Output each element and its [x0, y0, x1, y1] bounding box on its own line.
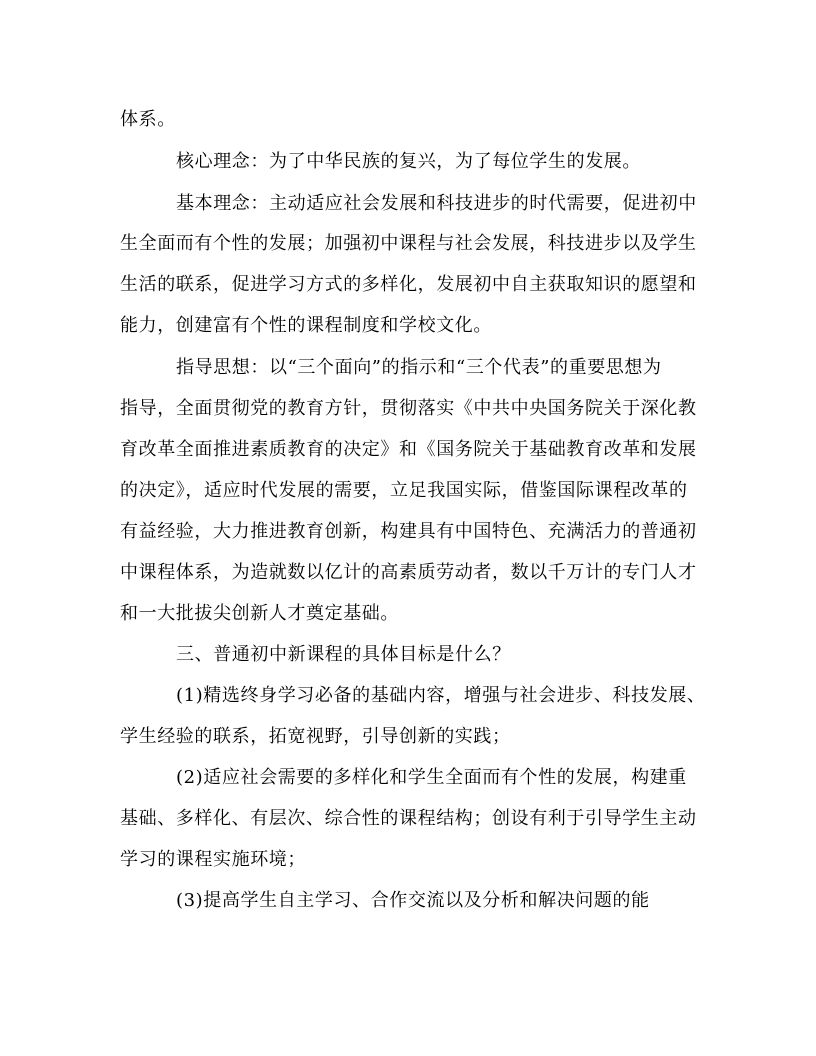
text-line: 育改革全面推进素质教育的决定》和《国务院关于基础教育改革和发展: [120, 439, 697, 460]
text-line: 学习的课程实施环境；: [120, 849, 306, 870]
text-line: 基础、多样化、有层次、综合性的课程结构；创设有利于引导学生主动: [120, 808, 697, 829]
text-line: 生全面而有个性的发展；加强初中课程与社会发展，科技进步以及学生: [120, 233, 697, 254]
text-line: 核心理念：为了中华民族的复兴，为了每位学生的发展。: [176, 151, 641, 172]
text-line: 和一大批拔尖创新人才奠定基础。: [120, 603, 399, 624]
text-line: 的决定》，适应时代发展的需要，立足我国实际，借鉴国际课程改革的: [120, 480, 688, 501]
text-line: (2)适应社会需要的多样化和学生全面而有个性的发展，构建重: [176, 767, 687, 788]
text-line: 指导思想：以“三个面向”的指示和“三个代表”的重要思想为: [176, 357, 662, 378]
text-line: (3)提高学生自主学习、合作交流以及分析和解决问题的能: [176, 890, 650, 911]
text-line: 体系。: [120, 109, 176, 130]
text-line: 生活的联系，促进学习方式的多样化，发展初中自主获取知识的愿望和: [120, 274, 697, 295]
text-line: 有益经验，大力推进教育创新，构建具有中国特色、充满活力的普通初: [120, 521, 697, 542]
text-line: (1)精选终身学习必备的基础内容，增强与社会进步、科技发展、: [176, 685, 706, 706]
text-line: 基本理念：主动适应社会发展和科技进步的时代需要，促进初中: [176, 193, 697, 214]
text-line: 指导，全面贯彻党的教育方针，贯彻落实《中共中央国务院关于深化教: [120, 398, 697, 419]
text-line: 学生经验的联系，拓宽视野，引导创新的实践；: [120, 726, 511, 747]
text-line: 中课程体系，为造就数以亿计的高素质劳动者，数以千万计的专门人才: [120, 562, 697, 583]
text-line: 能力，创建富有个性的课程制度和学校文化。: [120, 315, 492, 336]
section-heading: 三、普通初中新课程的具体目标是什么？: [176, 644, 511, 665]
